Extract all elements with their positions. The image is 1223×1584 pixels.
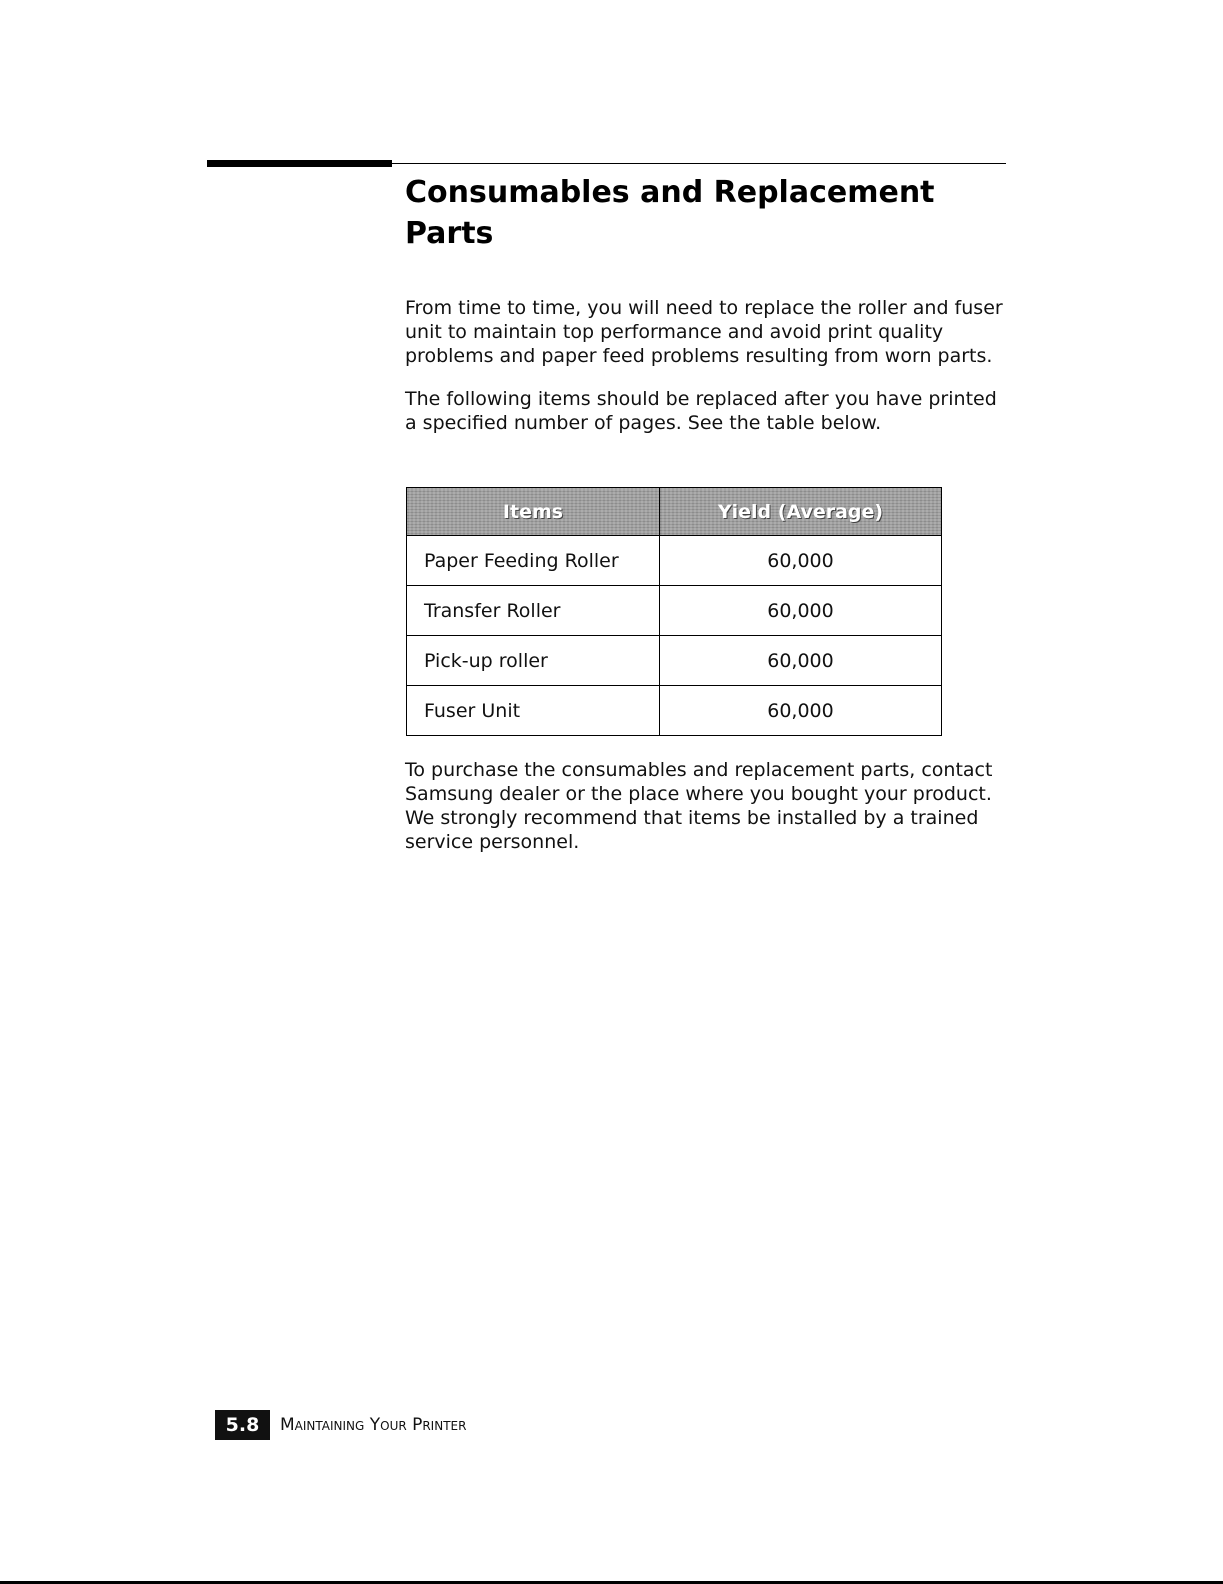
replacement-parts-table xyxy=(406,487,942,736)
row-yield: 60,000 xyxy=(660,636,942,686)
header-rule-thick xyxy=(207,160,392,167)
purchase-paragraph: To purchase the consumables and replacement parts, contact Samsung dealer or the place where you bought your product. We strongly recommend that items be installed by a trained service personnel. xyxy=(405,759,993,853)
header-rule-thin xyxy=(390,163,1006,164)
chapter-title: Maintaining Your Printer xyxy=(280,1415,467,1435)
page-number-badge: 5.8 xyxy=(215,1410,270,1440)
table-row xyxy=(407,536,942,586)
table-row xyxy=(407,636,942,686)
page-title: Consumables and Replacement Parts xyxy=(405,175,935,251)
intro-paragraph: From time to time, you will need to replace the roller and fuser unit to maintain top performance and avoid print quality problems and paper feed problems resulting from worn parts. xyxy=(405,297,1003,367)
row-item: Transfer Roller xyxy=(407,586,660,636)
items-note-paragraph: The following items should be replaced after you have printed a specified number of pages. See the table below. xyxy=(405,388,997,434)
table-row xyxy=(407,686,942,736)
header-items: Items xyxy=(407,488,660,536)
row-item: Fuser Unit xyxy=(407,686,660,736)
row-yield: 60,000 xyxy=(660,536,942,586)
row-item: Paper Feeding Roller xyxy=(407,536,660,586)
row-yield: 60,000 xyxy=(660,686,942,736)
row-item: Pick-up roller xyxy=(407,636,660,686)
table-header-row xyxy=(407,488,942,536)
table-row xyxy=(407,586,942,636)
row-yield: 60,000 xyxy=(660,586,942,636)
header-yield: Yield (Average) xyxy=(660,488,942,536)
